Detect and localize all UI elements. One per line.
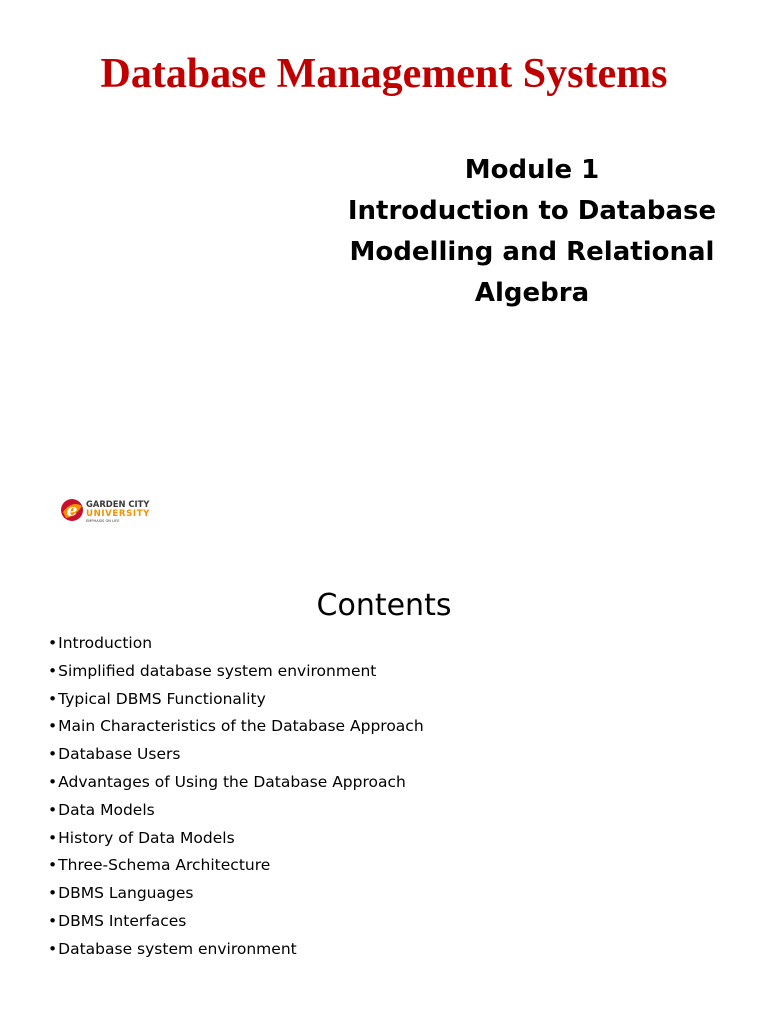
module-heading: [340, 150, 724, 314]
list-item: •Advantages of Using the Database Approach: [48, 772, 406, 791]
module-line: Introduction to Database: [347, 196, 717, 226]
slide-title: Database Management Systems: [100, 51, 668, 97]
list-item: •Introduction: [48, 634, 153, 652]
logo-line-1: GARDEN CITY: [86, 499, 150, 509]
list-item: •Typical DBMS Functionality: [48, 689, 266, 708]
list-item: •Simplified database system environment: [48, 661, 377, 680]
module-line: Module 1: [464, 155, 600, 185]
list-item: •History of Data Models: [48, 828, 235, 847]
list-item: •DBMS Languages: [48, 884, 194, 903]
contents-title: Contents: [316, 588, 452, 623]
module-line: Modelling and Relational: [349, 237, 715, 267]
list-item: •Three-Schema Architecture: [48, 856, 271, 875]
logo-line-2: UNIVERSITY: [86, 509, 150, 519]
logo-letter: e: [66, 501, 78, 521]
list-item: •Data Models: [48, 800, 155, 819]
contents-slide: [0, 560, 768, 1024]
list-item: •Database system environment: [48, 939, 297, 958]
university-logo: [60, 496, 160, 524]
module-line: Algebra: [474, 278, 590, 308]
logo-graphic: [60, 496, 160, 524]
list-item: •Database Users: [48, 745, 181, 764]
contents-list: [48, 630, 424, 964]
list-item: •DBMS Interfaces: [48, 911, 187, 930]
list-item: •Main Characteristics of the Database Approach: [48, 717, 424, 736]
logo-tagline: EMPHASIS ON LIFE: [86, 519, 120, 523]
